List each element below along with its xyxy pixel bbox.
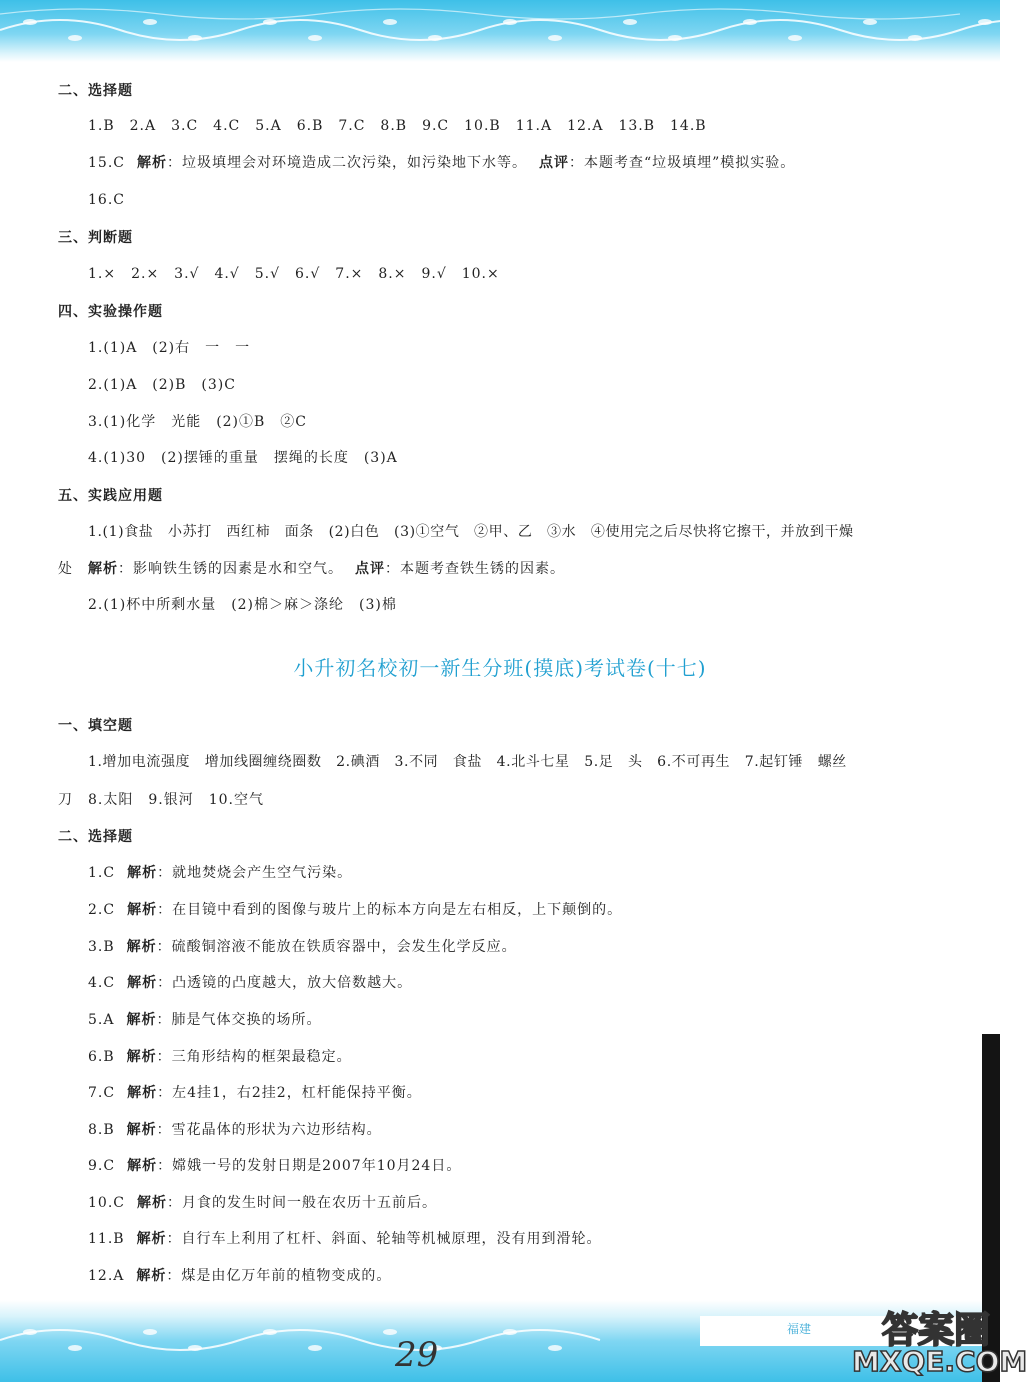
answer-line: 1.增加电流强度 增加线圈缠绕圈数 2.碘酒 3.不同 食盐 4.北斗七星 5.足 头 6.不可再生 7.起钉锤 螺丝 xyxy=(88,754,847,770)
question-number: 12.A xyxy=(88,1268,125,1284)
analysis-text: ：三角形结构的框架最稳定。 xyxy=(156,1049,352,1065)
answer-line: 2.(1)杯中所剩水量 (2)棉＞麻＞涤纶 (3)棉 xyxy=(88,597,397,613)
answer-line xyxy=(88,1266,391,1286)
answer-line xyxy=(88,1193,437,1213)
answer-row: 1.× 2.× 3.√ 4.√ 5.√ 6.√ 7.× 8.× 9.√ 10.× xyxy=(88,266,500,282)
analysis-label: 解析 xyxy=(127,1158,158,1174)
analysis-text: ：硫酸铜溶液不能放在铁质容器中，会发生化学反应。 xyxy=(156,939,517,955)
question-number: 4.C xyxy=(88,975,116,991)
answer-line xyxy=(88,1156,461,1176)
answer-line xyxy=(88,1083,422,1103)
answer-line xyxy=(88,1229,602,1249)
analysis-label: 解析 xyxy=(126,1049,157,1065)
answer-line: 1.(1)食盐 小苏打 西红柿 面条 (2)白色 (3)①空气 ②甲、乙 ③水 ④使用完之后尽快将它擦干，并放到干燥 xyxy=(88,524,854,540)
comment-label: 点评 xyxy=(355,561,385,577)
answer-line xyxy=(88,937,517,957)
comment-label: 点评 xyxy=(538,155,569,171)
section-heading: 二、选择题 xyxy=(58,829,133,845)
page-number: 29 xyxy=(395,1335,439,1375)
analysis-text: ：煤是由亿万年前的植物变成的。 xyxy=(166,1268,392,1284)
section-heading: 四、实验操作题 xyxy=(58,304,163,320)
question-number: 3.B xyxy=(88,939,115,955)
answer-line xyxy=(88,900,622,920)
analysis-text: ：影响铁生锈的因素是水和空气。 xyxy=(118,561,343,577)
question-number: 7.C xyxy=(88,1085,116,1101)
analysis-text: ：月食的发生时间一般在农历十五前后。 xyxy=(166,1195,437,1211)
comment-text: ：本题考查“垃圾填埋”模拟实验。 xyxy=(568,155,796,171)
analysis-label: 解析 xyxy=(127,975,158,991)
answer-line: 4.(1)30 (2)摆锤的重量 摆绳的长度 (3)A xyxy=(88,450,398,466)
answer-line: 3.(1)化学 光能 (2)①B ②C xyxy=(88,414,308,430)
question-number: 8.B xyxy=(88,1122,115,1138)
analysis-text: ：垃圾填埋会对环境造成二次污染，如污染地下水等。 xyxy=(166,155,527,171)
question-number: 2.C xyxy=(88,902,116,918)
analysis-text: ：左4挂1，右2挂2，杠杆能保持平衡。 xyxy=(157,1085,422,1101)
analysis-text: ：凸透镜的凸度越大，放大倍数越大。 xyxy=(157,975,413,991)
comment-text: ：本题考查铁生锈的因素。 xyxy=(385,561,565,577)
watermark-url: MXQE.COM xyxy=(852,1345,1027,1378)
question-number: 9.C xyxy=(88,1158,116,1174)
publisher-text: 福建 xyxy=(787,1322,812,1336)
analysis-label: 解析 xyxy=(127,902,158,918)
answer-line: 1.(1)A (2)右 一 一 xyxy=(88,340,251,356)
answer-line xyxy=(58,559,565,579)
answer-line: 16.C xyxy=(88,192,125,208)
analysis-label: 解析 xyxy=(127,865,158,881)
analysis-label: 解析 xyxy=(136,1231,167,1247)
exam-title: 小升初名校初一新生分班(摸底)考试卷(十七) xyxy=(293,656,707,680)
answer-line xyxy=(88,1010,321,1030)
question-number: 1.C xyxy=(88,865,116,881)
analysis-text: ：在目镜中看到的图像与玻片上的标本方向是左右相反，上下颠倒的。 xyxy=(157,902,623,918)
analysis-label: 解析 xyxy=(136,155,167,171)
section-heading: 一、填空题 xyxy=(58,718,133,734)
analysis-text: ：肺是气体交换的场所。 xyxy=(156,1012,322,1028)
analysis-label: 解析 xyxy=(136,1268,167,1284)
analysis-label: 解析 xyxy=(88,561,118,577)
analysis-text: ：雪花晶体的形状为六边形结构。 xyxy=(156,1122,382,1138)
question-number: 6.B xyxy=(88,1049,115,1065)
analysis-label: 解析 xyxy=(126,1012,157,1028)
question-number: 15.C xyxy=(88,155,125,171)
analysis-text: ：就地焚烧会产生空气污染。 xyxy=(157,865,353,881)
answer-line xyxy=(88,1047,352,1067)
answer-line xyxy=(88,1120,382,1140)
question-number: 10.C xyxy=(88,1195,125,1211)
answer-line xyxy=(88,863,352,883)
analysis-label: 解析 xyxy=(127,1085,158,1101)
analysis-label: 解析 xyxy=(136,1195,167,1211)
answer-line xyxy=(88,153,795,173)
answer-row: 1.B 2.A 3.C 4.C 5.A 6.B 7.C 8.B 9.C 10.B 11.A 12.A 13.B 14.B xyxy=(88,118,707,134)
analysis-label: 解析 xyxy=(126,939,157,955)
question-number: 5.A xyxy=(88,1012,115,1028)
question-number: 11.B xyxy=(88,1231,125,1247)
analysis-text: ：自行车上利用了杠杆、斜面、轮轴等机械原理，没有用到滑轮。 xyxy=(166,1231,602,1247)
analysis-label: 解析 xyxy=(126,1122,157,1138)
answer-line: 刀 8.太阳 9.银河 10.空气 xyxy=(58,792,264,808)
answer-line xyxy=(88,973,412,993)
answer-line: 2.(1)A (2)B (3)C xyxy=(88,377,236,393)
watermark-logo: 答案圈 xyxy=(882,1310,991,1351)
section-heading: 二、选择题 xyxy=(58,83,133,99)
section-heading: 五、实践应用题 xyxy=(58,488,163,504)
continuation-text: 处 xyxy=(58,561,88,577)
section-heading: 三、判断题 xyxy=(58,230,133,246)
analysis-text: ：嫦娥一号的发射日期是2007年10月24日。 xyxy=(157,1158,462,1174)
